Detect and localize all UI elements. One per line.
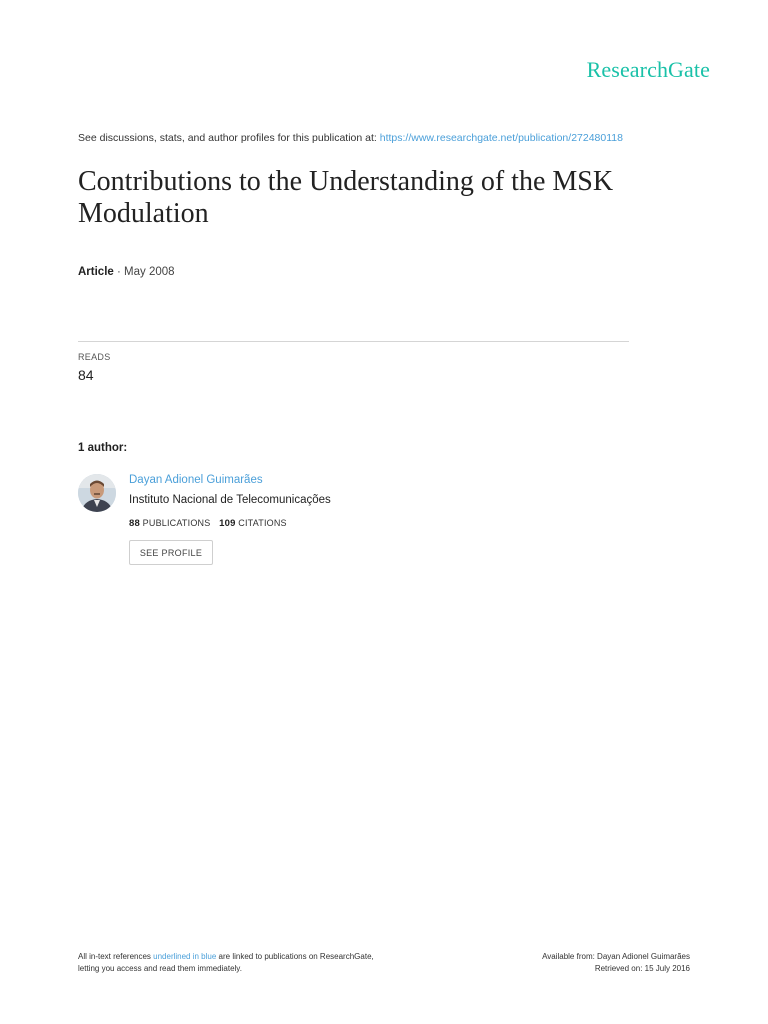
footer-note-line-1 (78, 951, 374, 963)
publication-date: May 2008 (124, 266, 175, 278)
publication-link[interactable]: https://www.researchgate.net/publication/272480118 (379, 132, 623, 144)
meta-separator: · (113, 266, 125, 278)
author-institution: Instituto Nacional de Telecomunicações (129, 494, 331, 506)
disclaimer-line (78, 132, 623, 144)
see-profile-button[interactable]: SEE PROFILE (129, 540, 213, 565)
citations-count: 109 (219, 518, 236, 529)
publications-count: 88 (129, 518, 140, 529)
publications-label: PUBLICATIONS (142, 518, 211, 528)
citations-label: CITATIONS (238, 518, 287, 528)
authors-count: 1 author: (78, 442, 128, 454)
author-name-link[interactable]: Dayan Adionel Guimarães (129, 474, 263, 486)
reads-label: READS (78, 352, 111, 362)
footer-underlined-example: underlined in blue (153, 952, 217, 961)
publication-title: Contributions to the Understanding of the MSK Modulation (78, 166, 614, 229)
author-photo (78, 474, 116, 512)
footer-text: All in-text references (78, 952, 154, 961)
retrieved-on: Retrieved on: 15 July 2016 (594, 964, 690, 973)
footer-note (78, 951, 374, 975)
researchgate-logo[interactable]: ResearchGate (586, 57, 710, 82)
footer-text: are linked to publications on ResearchGate, (216, 952, 374, 961)
available-from: Available from: Dayan Adionel Guimarães (542, 952, 690, 961)
divider (78, 341, 629, 342)
publication-type: Article (78, 266, 114, 278)
disclaimer-text: See discussions, stats, and author profiles for this publication at: (78, 132, 380, 144)
footer-availability (542, 951, 690, 975)
footer-note-line-2: letting you access and read them immediately. (78, 964, 242, 973)
publication-meta (78, 266, 175, 278)
author-stats (129, 518, 287, 529)
author-avatar[interactable] (78, 474, 116, 512)
reads-count: 84 (78, 367, 94, 383)
